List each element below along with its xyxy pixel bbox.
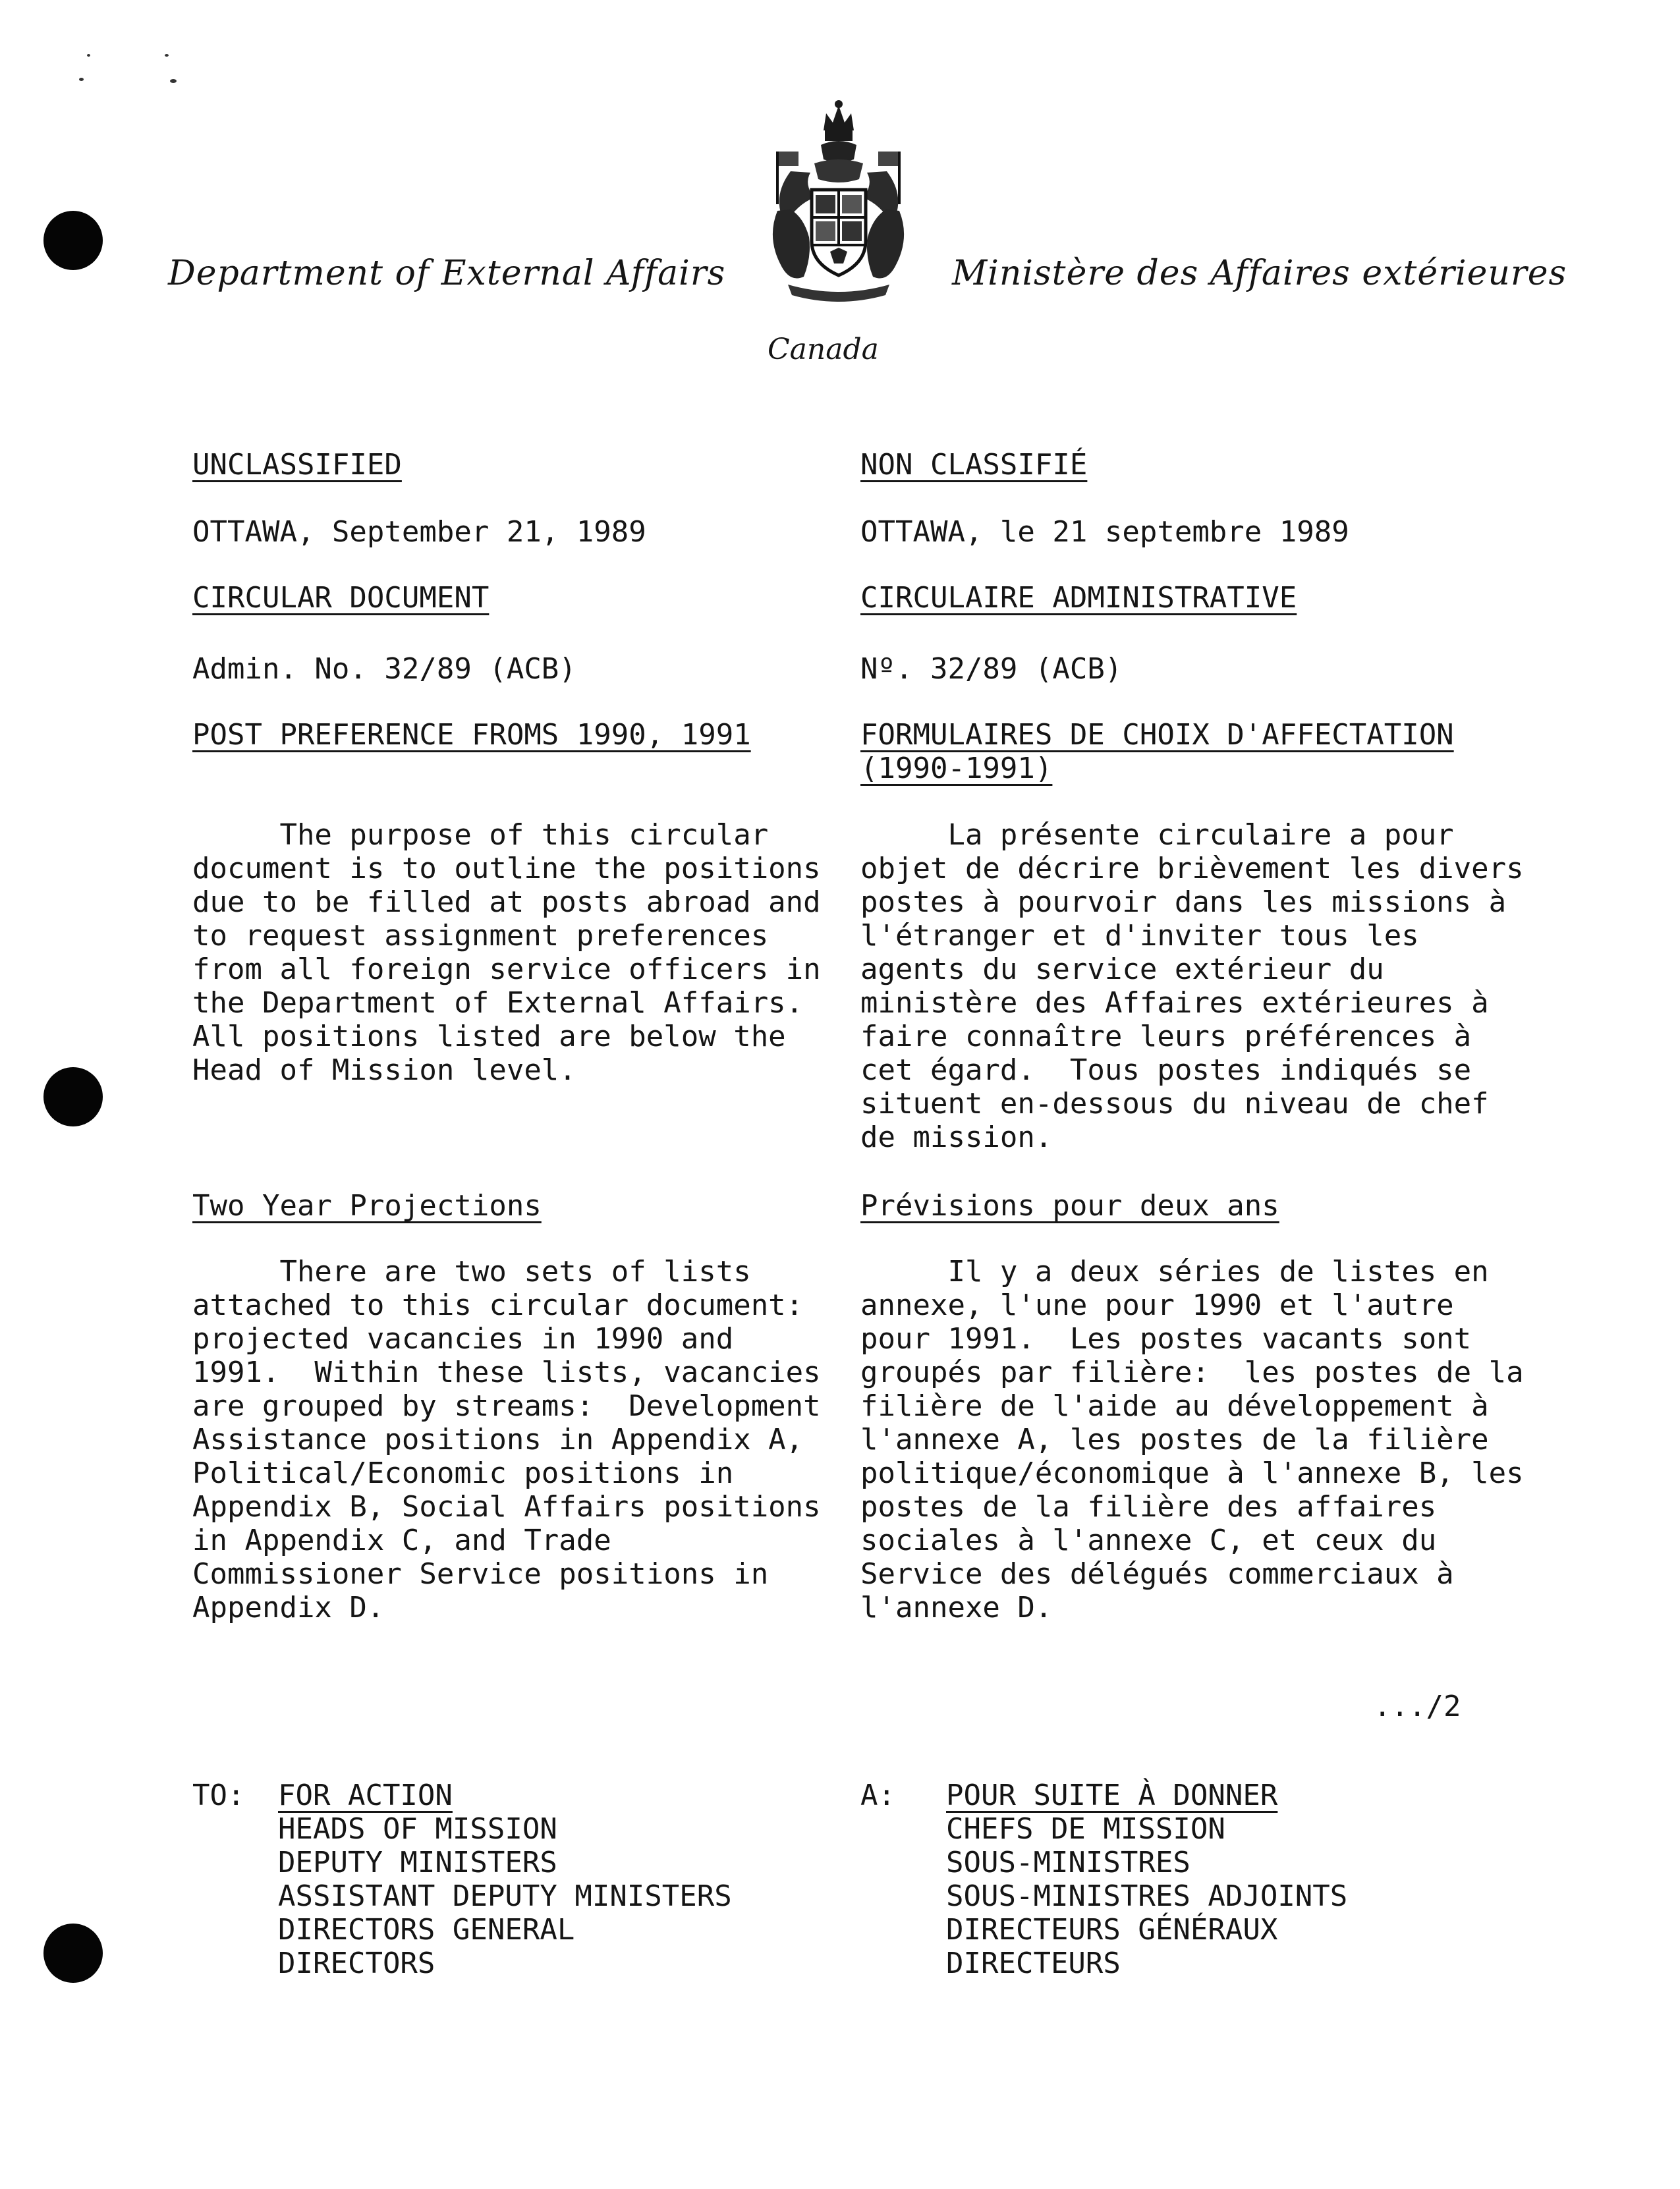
- text-line: attached to this circular document:: [192, 1288, 804, 1322]
- text-line: projected vacancies in 1990 and: [192, 1322, 734, 1356]
- recipient-item: ASSISTANT DEPUTY MINISTERS: [278, 1879, 732, 1913]
- recipient-item: SOUS-MINISTRES ADJOINTS: [946, 1879, 1348, 1913]
- recipient-item: DEPUTY MINISTERS: [278, 1846, 557, 1879]
- recipient-item: CHEFS DE MISSION: [946, 1812, 1225, 1846]
- recipient-item: DIRECTORS: [278, 1947, 435, 1980]
- subject-en: POST PREFERENCE FROMS 1990, 1991: [192, 718, 751, 752]
- to-label-fr: A:: [860, 1779, 895, 1812]
- punch-hole-middle: [43, 1067, 103, 1126]
- projections-paragraph-fr: [860, 1255, 1524, 1624]
- to-label-en: TO:: [192, 1779, 245, 1812]
- text-line: La présente circulaire a pour: [860, 818, 1454, 852]
- text-line: due to be filled at posts abroad and: [192, 885, 821, 919]
- punch-hole-top: [43, 211, 103, 270]
- page-continuation: .../2: [1374, 1690, 1461, 1723]
- section-heading-en: Two Year Projections: [192, 1189, 542, 1223]
- classification-en: UNCLASSIFIED: [192, 448, 402, 482]
- scan-speck: [170, 79, 177, 83]
- text-line: faire connaître leurs préférences à: [860, 1020, 1472, 1053]
- section-heading-fr: Prévisions pour deux ans: [860, 1189, 1279, 1223]
- text-line: postes à pourvoir dans les missions à: [860, 885, 1507, 919]
- text-line: pour 1991. Les postes vacants sont: [860, 1322, 1472, 1356]
- text-line: objet de décrire brièvement les divers: [860, 852, 1524, 885]
- text-line: The purpose of this circular: [192, 818, 769, 852]
- action-label-fr: POUR SUITE À DONNER: [946, 1779, 1278, 1812]
- distribution-fr: [946, 1779, 1347, 1980]
- text-line: groupés par filière: les postes de la: [860, 1356, 1524, 1389]
- scan-speck: [165, 54, 169, 57]
- recipient-item: HEADS OF MISSION: [278, 1812, 557, 1846]
- canada-coat-of-arms-icon: [751, 99, 926, 313]
- document-type-fr: CIRCULAIRE ADMINISTRATIVE: [860, 581, 1297, 615]
- recipient-item: DIRECTEURS GÉNÉRAUX: [946, 1913, 1278, 1947]
- text-line: Appendix B, Social Affairs positions: [192, 1490, 821, 1524]
- department-name-fr: Ministère des Affaires extérieures: [952, 254, 1567, 293]
- admin-number-en: Admin. No. 32/89 (ACB): [192, 652, 576, 686]
- text-line: There are two sets of lists: [192, 1255, 751, 1288]
- text-line: Service des délégués commerciaux à: [860, 1557, 1454, 1591]
- recipient-item: SOUS-MINISTRES: [946, 1846, 1190, 1879]
- purpose-paragraph-fr: [860, 818, 1524, 1154]
- document-type-en: CIRCULAR DOCUMENT: [192, 581, 490, 615]
- text-line: de mission.: [860, 1121, 1053, 1154]
- text-line: situent en-dessous du niveau de chef: [860, 1087, 1489, 1121]
- text-line: l'annexe D.: [860, 1591, 1053, 1624]
- number-fr: Nº. 32/89 (ACB): [860, 652, 1123, 686]
- recipient-item: DIRECTEURS: [946, 1947, 1121, 1980]
- scan-speck: [87, 54, 90, 57]
- punch-hole-bottom: [43, 1924, 103, 1983]
- purpose-paragraph-en: [192, 818, 821, 1087]
- text-line: Il y a deux séries de listes en: [860, 1255, 1489, 1288]
- text-line: Commissioner Service positions in: [192, 1557, 769, 1591]
- text-line: are grouped by streams: Development: [192, 1389, 821, 1423]
- text-line: to request assignment preferences: [192, 919, 769, 953]
- date-fr: OTTAWA, le 21 septembre 1989: [860, 515, 1349, 549]
- projections-paragraph-en: [192, 1255, 821, 1624]
- text-line: ministère des Affaires extérieures à: [860, 986, 1489, 1020]
- distribution-en: [278, 1779, 732, 1980]
- text-line: document is to outline the positions: [192, 852, 821, 885]
- department-name-en: Department of External Affairs: [168, 254, 726, 293]
- action-label-en: FOR ACTION: [278, 1779, 453, 1812]
- text-line: l'annexe A, les postes de la filière: [860, 1423, 1489, 1456]
- recipient-item: DIRECTORS GENERAL: [278, 1913, 575, 1947]
- text-line: sociales à l'annexe C, et ceux du: [860, 1524, 1437, 1557]
- text-line: cet égard. Tous postes indiqués se: [860, 1053, 1472, 1087]
- text-line: All positions listed are below the: [192, 1020, 786, 1053]
- subject-fr-line2: (1990-1991): [860, 752, 1053, 785]
- text-line: Political/Economic positions in: [192, 1456, 734, 1490]
- text-line: l'étranger et d'inviter tous les: [860, 919, 1419, 953]
- text-line: annexe, l'une pour 1990 et l'autre: [860, 1288, 1454, 1322]
- text-line: politique/économique à l'annexe B, les: [860, 1456, 1524, 1490]
- text-line: 1991. Within these lists, vacancies: [192, 1356, 821, 1389]
- text-line: filière de l'aide au développement à: [860, 1389, 1489, 1423]
- text-line: from all foreign service officers in: [192, 953, 821, 986]
- classification-fr: NON CLASSIFIÉ: [860, 448, 1088, 482]
- text-line: the Department of External Affairs.: [192, 986, 804, 1020]
- text-line: in Appendix C, and Trade: [192, 1524, 611, 1557]
- text-line: agents du service extérieur du: [860, 953, 1384, 986]
- text-line: Head of Mission level.: [192, 1053, 576, 1087]
- country-name: Canada: [768, 333, 879, 366]
- date-en: OTTAWA, September 21, 1989: [192, 515, 646, 549]
- text-line: postes de la filière des affaires: [860, 1490, 1437, 1524]
- text-line: Appendix D.: [192, 1591, 385, 1624]
- scan-speck: [79, 78, 84, 81]
- text-line: Assistance positions in Appendix A,: [192, 1423, 804, 1456]
- subject-fr-line1: FORMULAIRES DE CHOIX D'AFFECTATION: [860, 718, 1454, 752]
